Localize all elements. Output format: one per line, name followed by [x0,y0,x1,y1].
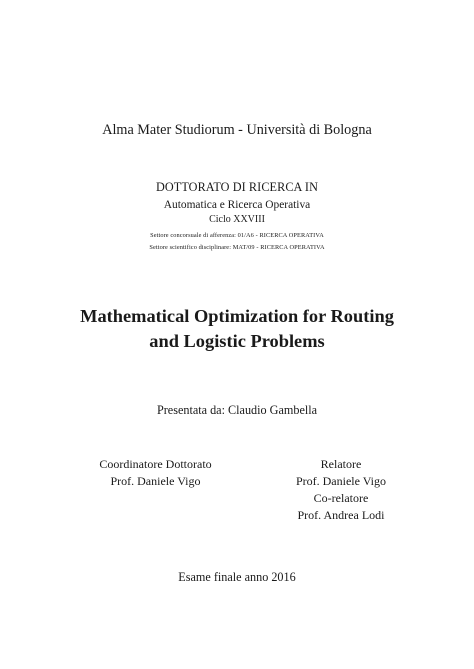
corelatore-label: Co-relatore [313,491,369,505]
doctorate-heading: DOTTORATO DI RICERCA IN [156,180,318,194]
coordinator-block [88,456,223,490]
settore-concorsuale: Settore concorsuale di afferenza: 01/A6 - RICERCA OPERATIVA [150,232,324,239]
thesis-title-line-2: and Logistic Problems [149,331,325,351]
coordinator-label: Coordinatore Dottorato [99,457,212,471]
relatore-label: Relatore [320,457,362,471]
university-name: Alma Mater Studiorum - Università di Bologna [102,122,372,138]
program-name: Automatica e Ricerca Operativa [163,199,311,211]
relatore-name: Prof. Daniele Vigo [295,474,387,488]
thesis-title-line-1: Mathematical Optimization for Routing [80,306,394,326]
corelatore-name: Prof. Andrea Lodi [297,508,385,522]
cycle-label: Ciclo XXVIII [209,214,265,225]
coordinator-name: Prof. Daniele Vigo [110,474,201,488]
final-exam-year: Esame finale anno 2016 [178,570,296,584]
presented-by: Presentata da: Claudio Gambella [156,403,318,417]
settore-disciplinare: Settore scientifico disciplinare: MAT/09 - RICERCA OPERATIVA [149,244,325,251]
supervisors-block [268,456,414,524]
